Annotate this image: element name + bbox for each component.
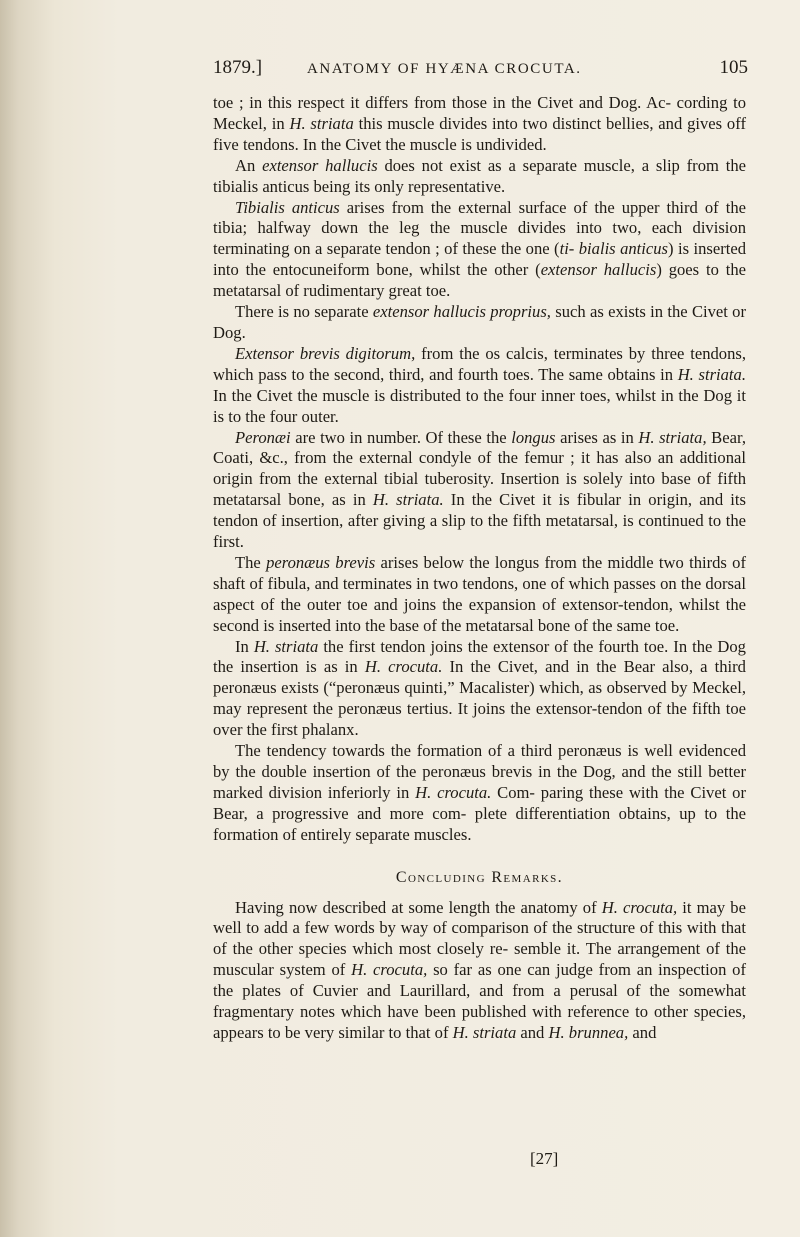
text-run: ) goes to the metatarsal of rudimentary great toe. [213,260,746,301]
text-run: The tendency towards the formation of a third peronæus is well evidenced by the double insertion of the peronæus brevis in the Dog, and the still better marked division inferiorly in [213,741,746,802]
text-run: Com- paring these with the Civet or Bear, a progressive and more com- plete differentiation obtains, up to the formation of entirely separate muscles. [213,782,746,844]
text-run: In the Civet it is fibular in origin, and its tendon of insertion, after giving a slip to the fifth metatarsal, is continued to the first. [213,490,746,552]
italic-term: longus [511,427,556,447]
page-number: 105 [719,57,748,78]
section-heading: Concluding Remarks. [395,868,564,886]
text-run: this muscle divides into two distinct bellies, and gives off five tendons. In the Civet the muscle is undivided. [213,113,746,154]
paragraph [213,553,746,637]
text-run: are two in number. Of these the [290,427,512,447]
italic-term: H. striata [452,1022,517,1042]
text-run: Having now described at some length the anatomy of [235,897,602,917]
header-title: ANATOMY OF HYÆNA CROCUTA. [307,61,582,77]
italic-term: H. striata. [372,490,444,510]
italic-term: H. striata. [677,364,746,384]
italic-term: H. crocuta. [415,782,492,802]
text-run: arises below the longus from the middle two thirds of shaft of fibula, and terminates in two tendons, one of which passes on the dorsal aspect of the outer toe and joins the expansion of extensor-tendon, whilst the second is inserted into the base of the metatarsal bone of the same toe. [213,552,746,635]
paragraph [213,637,746,742]
text-run: such as exists in the Civet or Dog. [213,302,747,342]
italic-term: H. crocuta, [601,897,678,917]
text-run: and [628,1022,657,1042]
body-text [213,93,746,1044]
paragraph [213,344,746,428]
text-run: arises from the external surface of the upper third of the tibia; halfway down the leg the muscle divides into two, each division terminating on a separate tendon ; of these the one ( [213,197,746,259]
italic-term: H. crocuta. [364,657,443,677]
paragraph-group [213,93,746,846]
italic-term: H. striata [253,636,319,656]
italic-term: H. crocuta, [351,960,428,980]
text-run: In [235,636,254,656]
text-run: does not exist as a separate muscle, a slip from the tibialis anticus being its only representative. [213,155,746,196]
paragraph [213,93,746,156]
italic-term: ti- bialis anticus [559,239,669,259]
text-run: it may be well to add a few words by way of comparison of the structure of this with that of the other species which most closely re- semble it. The arrangement of the muscular system of [213,897,746,980]
running-header [213,57,748,87]
italic-term: Tibialis anticus [235,197,340,217]
text-run: Bear, Coati, &c., from the external condyle of the femur ; it has also an additional origin from the external tibial tuberosity. Insertion is solely into base of fifth metatarsal bone, as in [213,427,746,510]
signature-mark: [27] [530,1149,559,1168]
text-run: In the Civet, and in the Bear also, a third peronæus exists (“peronæus quinti,” Macalister) which, as observed by Meckel, may represent the peronæus tertius. It joins the extensor-tendon of the fifth toe over the first phalanx. [213,657,746,740]
text-run: arises as in [555,427,639,447]
italic-term: H. brunnea, [548,1022,629,1042]
text-run: so far as one can judge from an inspection of the plates of Cuvier and Laurillard, and from a perusal of the somewhat fragmentary notes which have been published with reference to other species, appears to be very similar to that of [213,960,746,1042]
paragraph [213,741,746,846]
text-run: the first tendon joins the extensor of the fourth toe. In the Dog the insertion is as in [213,636,746,677]
text-run: toe ; in this respect it differs from those in the Civet and Dog. Ac- cording to Meckel, in [213,93,746,133]
text-run: and [516,1022,549,1042]
text-run: In the Civet the muscle is distributed to the four inner toes, whilst in the Dog it is to the four outer. [213,385,746,426]
text-run: The [235,552,267,572]
text-run: An [235,155,263,175]
text-run: ) is inserted into the entocuneiform bone, whilst the other ( [213,239,747,280]
paragraph [213,156,746,198]
closing-paragraph [213,898,746,1044]
paragraph [213,428,746,553]
italic-term: H. striata [289,113,354,133]
header-year: 1879.] [213,57,263,78]
italic-term: Extensor brevis digitorum, [235,343,416,363]
text-run: There is no separate [235,302,373,322]
paragraph [213,198,746,303]
italic-term: extensor hallucis [540,260,657,280]
text-run: from the os calcis, terminates by three tendons, which pass to the second, third, and fourth toes. The same obtains in [213,343,746,384]
italic-term: Peronæi [235,427,291,447]
italic-term: extensor hallucis proprius, [372,302,551,322]
italic-term: peronæus brevis [266,552,376,572]
italic-term: extensor hallucis [262,155,378,175]
paragraph [213,302,746,344]
italic-term: H. striata, [638,427,707,447]
